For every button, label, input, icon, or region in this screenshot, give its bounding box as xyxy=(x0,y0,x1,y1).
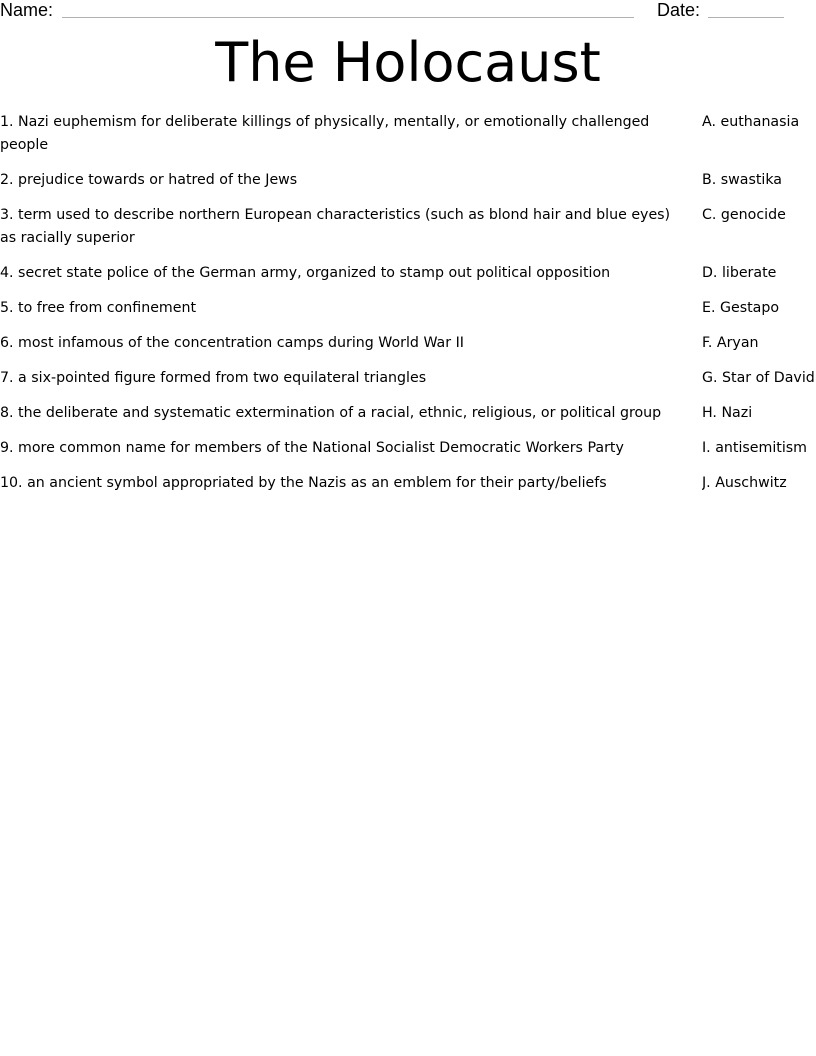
date-field-line[interactable] xyxy=(708,17,784,18)
answer-option: B. swastika xyxy=(702,172,782,188)
header-row xyxy=(0,0,816,24)
answer-option: H. Nazi xyxy=(702,405,753,421)
answer-option: F. Aryan xyxy=(702,335,759,351)
clue-text: 3. term used to describe northern European characteristics (such as blond hair and blue eyes) as racially superior xyxy=(0,207,671,246)
answer-option: J. Auschwitz xyxy=(702,475,787,491)
clue-text: 2. prejudice towards or hatred of the Jews xyxy=(0,172,298,188)
answer-option: I. antisemitism xyxy=(702,440,807,456)
matching-row xyxy=(0,111,816,157)
clue-text: 10. an ancient symbol appropriated by the Nazis as an emblem for their party/beliefs xyxy=(0,475,607,491)
name-field-line[interactable] xyxy=(62,17,634,18)
answer-option: E. Gestapo xyxy=(702,300,780,316)
matching-row xyxy=(0,367,816,390)
matching-row xyxy=(0,204,816,250)
matching-row xyxy=(0,402,816,425)
clue-text: 8. the deliberate and systematic extermination of a racial, ethnic, religious, or political group xyxy=(0,405,662,421)
answer-option: A. euthanasia xyxy=(702,114,800,130)
clue-text: 9. more common name for members of the National Socialist Democratic Workers Party xyxy=(0,440,624,456)
answer-option: D. liberate xyxy=(702,265,777,281)
clue-text: 5. to free from confinement xyxy=(0,300,197,316)
matching-row xyxy=(0,262,816,285)
clue-text: 1. Nazi euphemism for deliberate killings of physically, mentally, or emotionally challenged people xyxy=(0,114,650,153)
matching-row xyxy=(0,437,816,460)
matching-list xyxy=(0,111,816,507)
date-label: Date: xyxy=(657,0,701,20)
page-title: The Holocaust xyxy=(215,31,601,94)
matching-row xyxy=(0,169,816,192)
matching-row xyxy=(0,297,816,320)
clue-text: 4. secret state police of the German army, organized to stamp out political opposition xyxy=(0,265,611,281)
matching-row xyxy=(0,472,816,495)
answer-option: C. genocide xyxy=(702,207,786,223)
answer-option: G. Star of David xyxy=(702,370,815,386)
clue-text: 7. a six-pointed figure formed from two equilateral triangles xyxy=(0,370,427,386)
clue-text: 6. most infamous of the concentration camps during World War II xyxy=(0,335,464,351)
name-label: Name: xyxy=(0,0,54,20)
matching-row xyxy=(0,332,816,355)
